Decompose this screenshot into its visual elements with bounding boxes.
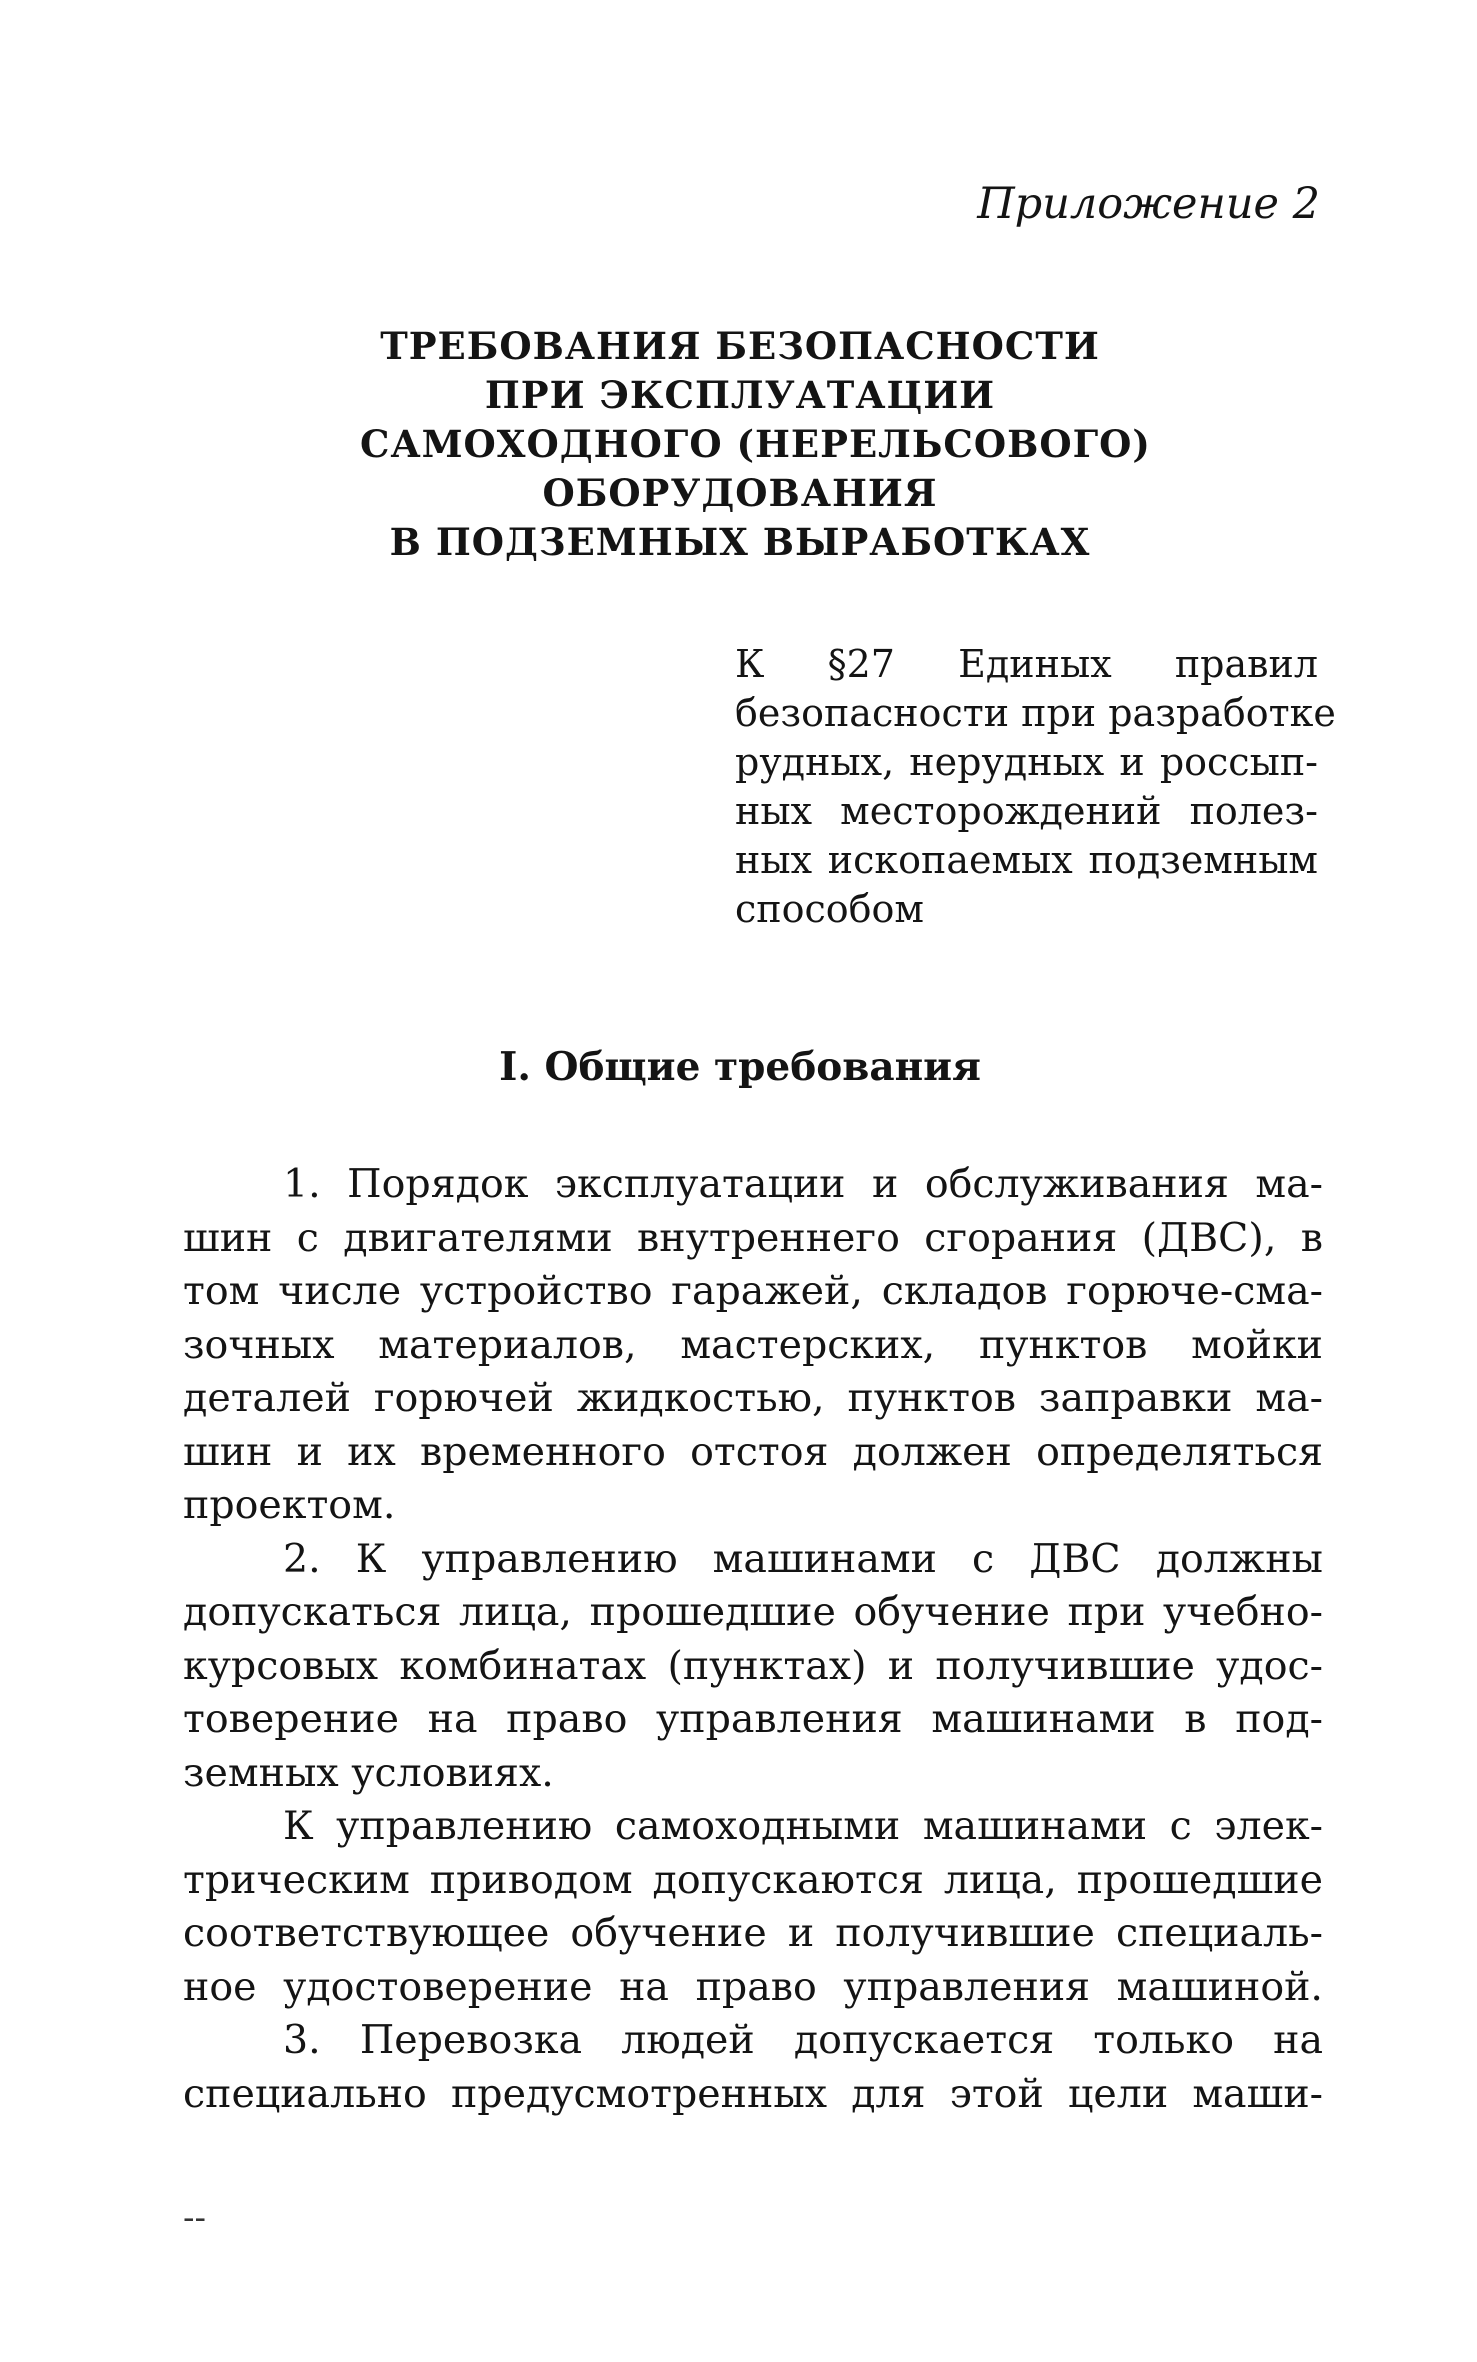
title-line: ПРИ ЭКСПЛУАТАЦИИ: [484, 373, 996, 417]
paragraph-line: зочных материалов, мастерских, пунктов мойки: [183, 1321, 1323, 1368]
reference-line: К §27 Единых правил: [735, 642, 1318, 686]
section-heading: I. Общие требования: [499, 1044, 981, 1090]
paragraph-line: шин и их временного отстоя должен определяться: [183, 1428, 1323, 1475]
paragraph-line: К управлению самоходными машинами с элек-: [283, 1803, 1323, 1849]
paragraph-line: товерение на право управления машинами в под-: [183, 1696, 1323, 1742]
title-line: В ПОДЗЕМНЫХ ВЫРАБОТКАХ: [389, 520, 1091, 564]
paragraph-1: [183, 1158, 1323, 1533]
paragraph-line: 2. К управлению машинами с ДВС должны: [283, 1535, 1323, 1582]
paragraph-line: допускаться лица, прошедшие обучение при учебно-: [183, 1589, 1323, 1635]
paragraph-line: соответствующее обучение и получившие специаль-: [183, 1910, 1323, 1956]
paragraph-line: ное удостоверение на право управления машиной.: [183, 1963, 1323, 2010]
paragraph-line: земных условиях.: [183, 1749, 554, 1796]
document-title: [360, 322, 1151, 567]
paragraph-line: шин с двигателями внутреннего сгорания (ДВС), в: [183, 1214, 1323, 1261]
paragraph-line: 3. Перевозка людей допускается только на: [283, 2017, 1323, 2063]
paragraph-4: [183, 2014, 1323, 2121]
paragraph-line: специально предусмотренных для этой цели маши-: [183, 2070, 1323, 2117]
page-number: --: [183, 2198, 206, 2238]
reference-line: ных месторождений полез-: [735, 789, 1318, 833]
reference-line: ных ископаемых подземным: [735, 838, 1318, 882]
reference-line: рудных, нерудных и россып-: [735, 740, 1318, 784]
body-text: [183, 1158, 1323, 2121]
reference-line: способом: [735, 887, 924, 931]
regulation-reference: [735, 640, 1336, 934]
title-line: ТРЕБОВАНИЯ БЕЗОПАСНОСТИ: [380, 324, 1100, 368]
reference-line: безопасности при разработке: [735, 691, 1336, 735]
paragraph-2: [183, 1533, 1323, 1801]
paragraph-line: деталей горючей жидкостью, пунктов заправки ма-: [183, 1375, 1323, 1421]
appendix-label: Приложение 2: [977, 179, 1320, 229]
paragraph-line: том числе устройство гаражей, складов горюче-сма-: [183, 1268, 1323, 1314]
paragraph-line: 1. Порядок эксплуатации и обслуживания ма-: [283, 1161, 1323, 1207]
paragraph-line: проектом.: [183, 1482, 396, 1528]
paragraph-line: курсовых комбинатах (пунктах) и получившие удос-: [183, 1642, 1323, 1689]
title-line: ОБОРУДОВАНИЯ: [542, 471, 938, 515]
paragraph-3: [183, 1800, 1323, 2014]
title-line: САМОХОДНОГО (НЕРЕЛЬСОВОГО): [360, 422, 1151, 466]
paragraph-line: трическим приводом допускаются лица, прошедшие: [183, 1856, 1323, 1903]
